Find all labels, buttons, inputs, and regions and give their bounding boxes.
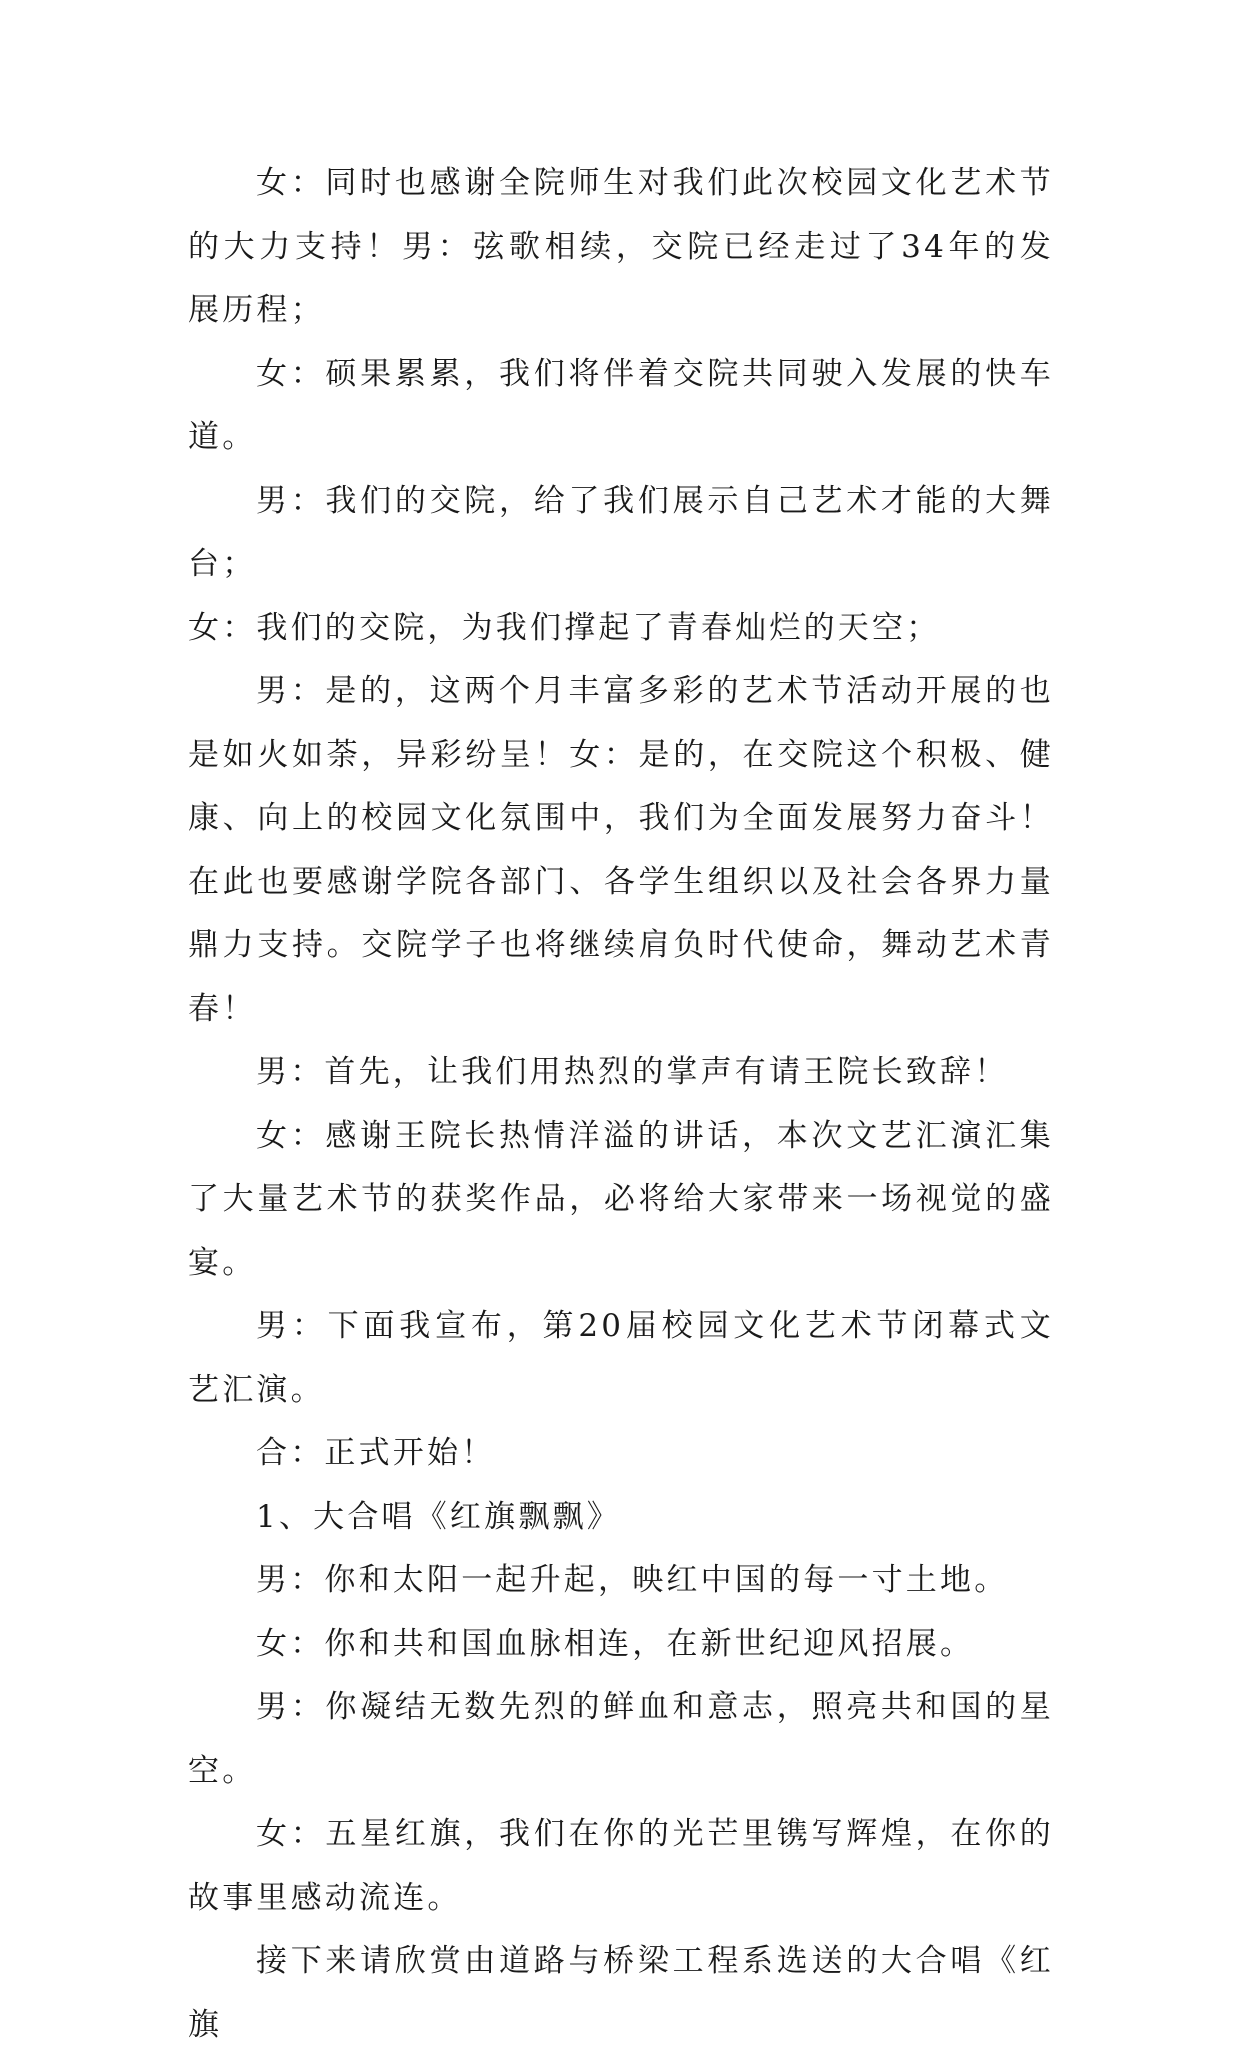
paragraph: 接下来请欣赏由道路与桥梁工程系选送的大合唱《红旗 bbox=[188, 1943, 1054, 2043]
paragraph: 男：我们的交院，给了我们展示自己艺术才能的大舞台； bbox=[188, 482, 1054, 582]
paragraph: 女：你和共和国血脉相连，在新世纪迎风招展。 bbox=[256, 1625, 975, 1662]
paragraph: 女：我们的交院，为我们撑起了青春灿烂的天空； bbox=[188, 609, 941, 646]
paragraph: 男：你凝结无数先烈的鲜血和意志，照亮共和国的星空。 bbox=[188, 1689, 1054, 1789]
paragraph: 女：五星红旗，我们在你的光芒里镌写辉煌，在你的故事里感动流连。 bbox=[188, 1816, 1054, 1916]
paragraph: 1、大合唱《红旗飘飘》 bbox=[256, 1498, 621, 1535]
paragraph: 合：正式开始！ bbox=[256, 1435, 496, 1471]
paragraph: 女：硕果累累，我们将伴着交院共同驶入发展的快车道。 bbox=[188, 355, 1054, 455]
paragraph: 男：是的，这两个月丰富多彩的艺术节活动开展的也是如火如荼，异彩纷呈！女：是的，在交院这个积极、健康、向上的校园文化氛围中，我们为全面发展努力奋斗！在此也要感谢学院各部门、各学生组织以及社会各界力量鼎力支持。交院学子也将继续肩负时代使命，舞动艺术青春！ bbox=[188, 673, 1054, 1027]
paragraph: 男：首先，让我们用热烈的掌声有请王院长致辞！ bbox=[256, 1054, 1009, 1090]
document-body bbox=[188, 152, 1054, 2057]
paragraph: 女：同时也感谢全院师生对我们此次校园文化艺术节的大力支持！男：弦歌相续，交院已经走过了34年的发展历程； bbox=[188, 165, 1054, 328]
paragraph: 男：你和太阳一起升起，映红中国的每一寸土地。 bbox=[256, 1562, 1009, 1598]
paragraph: 男：下面我宣布，第20届校园文化艺术节闭幕式文艺汇演。 bbox=[188, 1308, 1054, 1408]
paragraph: 女：感谢王院长热情洋溢的讲话，本次文艺汇演汇集了大量艺术节的获奖作品，必将给大家带来一场视觉的盛宴。 bbox=[188, 1117, 1054, 1281]
